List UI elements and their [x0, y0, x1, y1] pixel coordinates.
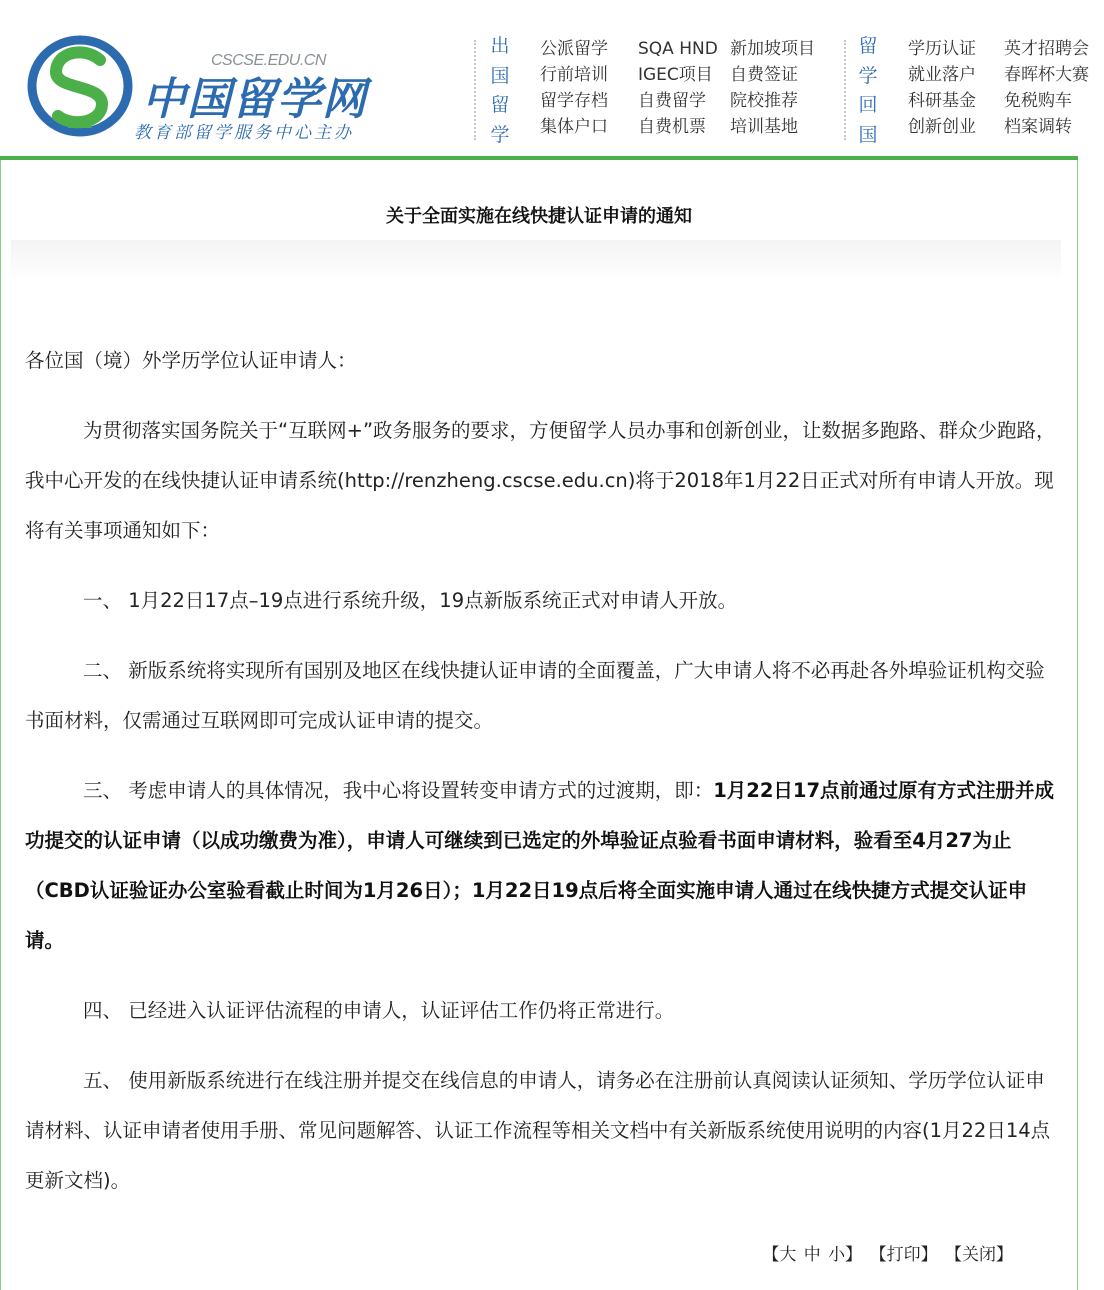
nav-link[interactable]: 行前培训 [540, 65, 608, 85]
cscse-logo-icon [28, 36, 140, 140]
paragraph-text: 三、 考虑申请人的具体情况，我中心将设置转变申请方式的过渡期，即： [83, 779, 714, 802]
nav-link[interactable]: 自费机票 [638, 117, 706, 137]
nav-link[interactable]: 创新创业 [908, 117, 976, 137]
paragraph: 为贯彻落实国务院关于“互联网+”政务服务的要求，方便留学人员办事和创新创业，让数据多跑路、群众少跑路，我中心开发的在线快捷认证申请系统(http://renzheng.cscse.edu.cn)将于2018年1月22日正式对所有申请人开放。现将有关事项通知如下： [25, 419, 1056, 542]
nav-link[interactable]: SQA HND [638, 39, 718, 59]
font-size-switcher[interactable]: 【大 中 小】 [762, 1245, 863, 1265]
logo-domain: CSCSE.EDU.CN [211, 52, 326, 69]
nav-link[interactable]: IGEC项目 [638, 65, 713, 85]
paragraph [25, 766, 1059, 966]
section-label-study-abroad[interactable]: 出 国 留 学 [490, 35, 510, 146]
nav-link[interactable]: 科研基金 [908, 91, 976, 111]
nav-link[interactable]: 自费签证 [730, 65, 798, 85]
print-button[interactable]: 【打印】 [869, 1245, 938, 1265]
nav-link[interactable]: 集体户口 [540, 117, 608, 137]
paragraph-bold-text: 1月22日17点前通过原有方式注册并成功提交的认证申请（以成功缴费为准），申请人可继续到已选定的外埠验证点验看书面申请材料，验看至4月27为止（CBD认证验证办公室验看截止时间为1月26日）；1月22日19点后将全面实施申请人通过在线快捷方式提交认证申请。 [25, 779, 1055, 952]
nav-return-home [908, 38, 1104, 138]
nav-link[interactable]: 培训基地 [730, 117, 798, 137]
nav-link[interactable]: 院校推荐 [730, 91, 798, 111]
nav-link[interactable]: 就业落户 [908, 65, 976, 85]
paragraph: 四、 已经进入认证评估流程的申请人，认证评估工作仍将正常进行。 [83, 999, 675, 1022]
close-button[interactable]: 【关闭】 [945, 1245, 1013, 1265]
section-label-return-home[interactable]: 留 学 回 国 [858, 35, 878, 146]
nav-link[interactable]: 自费留学 [638, 91, 706, 111]
paragraph: 二、 新版系统将实现所有国别及地区在线快捷认证申请的全面覆盖，广大申请人将不必再赴各外埠验证机构交验书面材料，仅需通过互联网即可完成认证申请的提交。 [25, 659, 1045, 732]
nav-study-abroad [540, 38, 822, 138]
paragraph: 五、 使用新版系统进行在线注册并提交在线信息的申请人，请务必在注册前认真阅读认证须知、学历学位认证申请材料、认证申请者使用手册、常见问题解答、认证工作流程等相关文档中有关新版系统使用说明的内容(1月22日14点更新文档)。 [25, 1069, 1051, 1192]
nav-link[interactable]: 档案调转 [1004, 117, 1072, 137]
nav-link[interactable]: 免税购车 [1004, 91, 1072, 111]
site-header [0, 0, 1089, 156]
nav-link[interactable]: 留学存档 [540, 91, 608, 111]
nav-link[interactable]: 公派留学 [540, 39, 608, 59]
article-body [25, 336, 1059, 1226]
site-logo[interactable] [28, 30, 368, 143]
nav-link[interactable]: 学历认证 [908, 39, 976, 59]
logo-subtitle: 教育部留学服务中心主办 [134, 123, 354, 143]
title-divider [11, 240, 1061, 280]
article-title: 关于全面实施在线快捷认证申请的通知 [386, 206, 692, 227]
nav-link[interactable]: 春晖杯大赛 [1004, 65, 1089, 85]
divider [844, 40, 846, 140]
article-actions [762, 1240, 1013, 1265]
nav-link[interactable]: 英才招聘会 [1004, 39, 1089, 59]
paragraph: 一、 1月22日17点–19点进行系统升级，19点新版系统正式对申请人开放。 [83, 589, 738, 612]
logo-title: 中国留学网 [142, 74, 367, 125]
nav-link[interactable]: 新加坡项目 [730, 39, 815, 59]
article-panel [0, 160, 1078, 1290]
salutation: 各位国（境）外学历学位认证申请人： [25, 349, 357, 372]
divider [474, 40, 476, 140]
